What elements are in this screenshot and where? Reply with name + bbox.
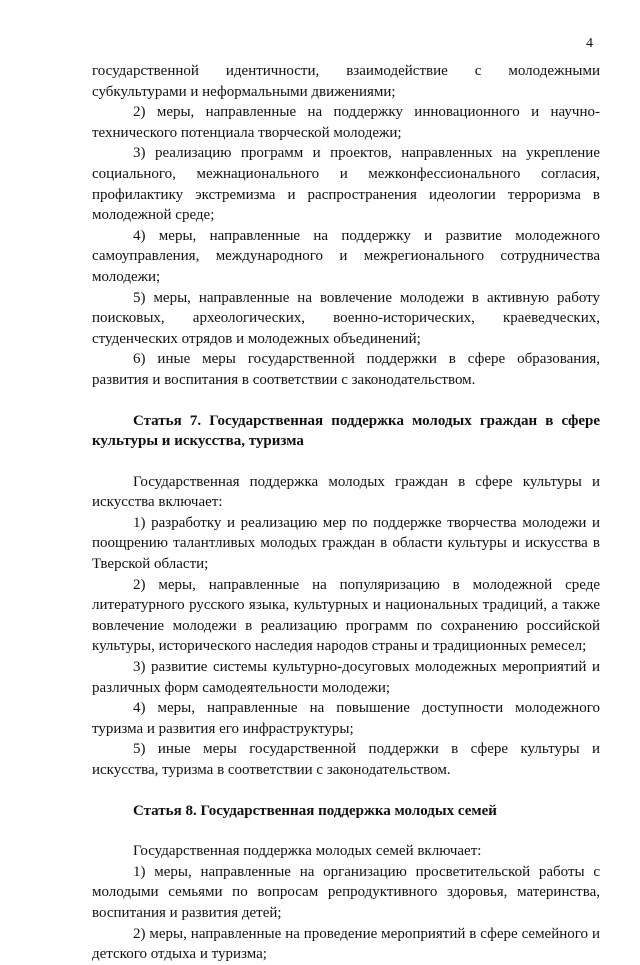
- list-item: 4) меры, направленные на повышение доступности молодежного туризма и развития его инфраструктуры;: [92, 700, 600, 737]
- article-7-intro: Государственная поддержка молодых граждан в сфере культуры и искусства включает:: [92, 473, 600, 511]
- list-item: 2) меры, направленные на популяризацию в молодежной среде литературного русского языка, культурных и национальных традиций, а также вовлечение молодежи в реализацию программ по сохранению российской культуры, исторического наследия народов страны и традиционных ремесел;: [92, 576, 600, 655]
- list-item: 4) меры, направленные на поддержку и развитие молодежного самоуправления, международного и межрегионального сотрудничества молодежи;: [92, 227, 600, 285]
- list-item: 3) развитие системы культурно-досуговых молодежных мероприятий и различных форм самодеятельности молодежи;: [92, 659, 600, 696]
- document-body: [92, 61, 600, 965]
- paragraph-continuation: государственной идентичности, взаимодействие с молодежными субкультурами и неформальными движениями;: [92, 63, 600, 100]
- list-item: 5) меры, направленные на вовлечение молодежи в активную работу поисковых, археологических, военно-исторических, краеведческих, студенческих отрядов и молодежных объединений;: [92, 289, 600, 347]
- list-item: 2) меры, направленные на поддержку инновационного и научно-технического потенциала творческой молодежи;: [92, 104, 600, 141]
- list-item: 6) иные меры государственной поддержки в сфере образования, развития и воспитания в соответствии с законодательством.: [92, 351, 600, 388]
- article-8-heading: Статья 8. Государственная поддержка молодых семей: [133, 802, 497, 819]
- article-7-heading: Статья 7. Государственная поддержка молодых граждан в сфере культуры и искусства, туризма: [92, 412, 600, 450]
- page-number: 4: [586, 36, 593, 51]
- list-item: 2) меры, направленные на проведение мероприятий в сфере семейного и детского отдыха и туризма;: [92, 925, 600, 963]
- list-item: 1) меры, направленные на организацию просветительской работы с молодыми семьями по вопросам репродуктивного здоровья, материнства, воспитания и развития детей;: [92, 863, 600, 921]
- list-item: 3) реализацию программ и проектов, направленных на укрепление социального, межнационального и межконфессионального согласия, профилактику экстремизма и распространения идеологии терроризма в молодежной среде;: [92, 145, 600, 224]
- article-8-intro: Государственная поддержка молодых семей включает:: [133, 843, 482, 860]
- list-item: 5) иные меры государственной поддержки в сфере культуры и искусства, туризма в соответствии с законодательством.: [92, 741, 600, 778]
- list-item: 1) разработку и реализацию мер по поддержке творчества молодежи и поощрению талантливых молодых граждан в области культуры и искусства в Тверской области;: [92, 514, 600, 573]
